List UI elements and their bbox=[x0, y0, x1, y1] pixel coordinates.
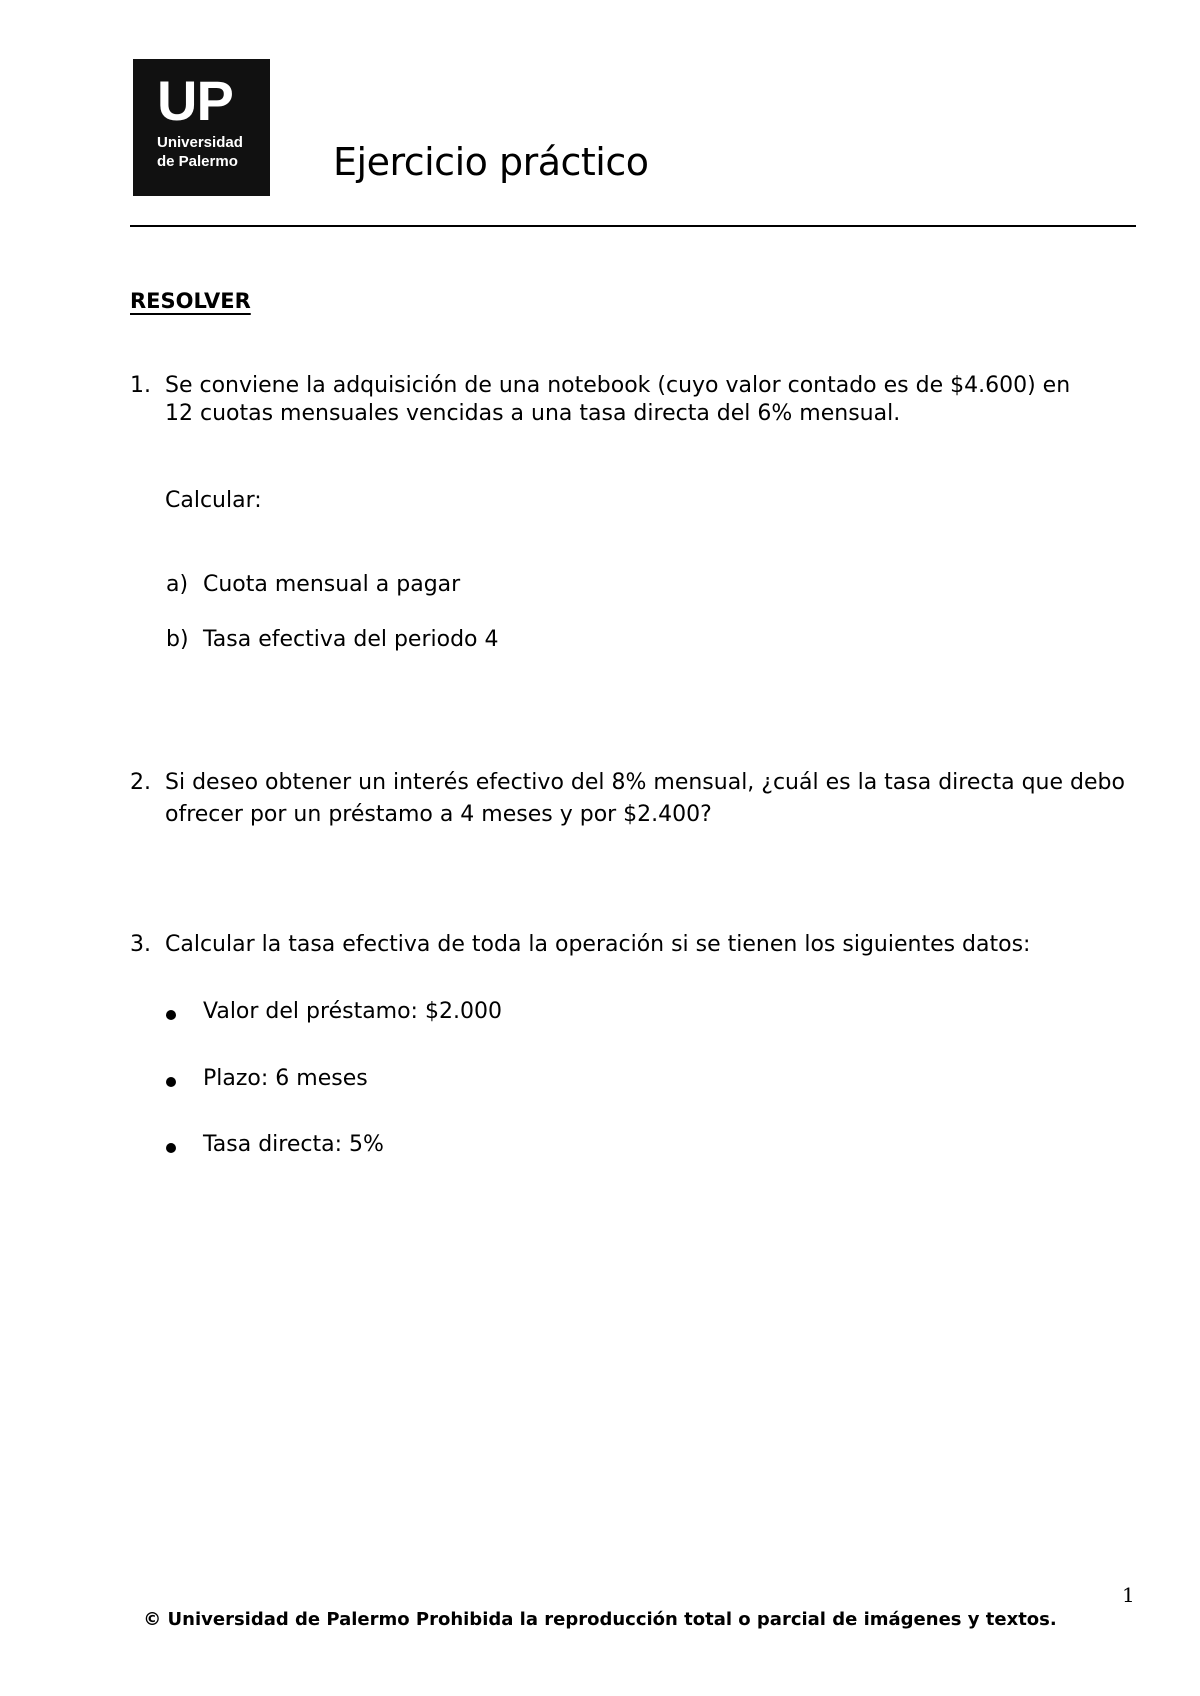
logo-mark: UP bbox=[157, 69, 233, 132]
exercise-number: 2. bbox=[130, 770, 151, 795]
sub-item-label: b) bbox=[166, 627, 189, 652]
bullet-item: Plazo: 6 meses bbox=[203, 1066, 368, 1091]
exercise-text-line: Si deseo obtener un interés efectivo del 8% mensual, ¿cuál es la tasa directa que debo bbox=[165, 770, 1125, 795]
exercise-text-line: Se conviene la adquisición de una notebook (cuyo valor contado es de $4.600) en bbox=[165, 373, 1071, 398]
logo-line-2: de Palermo bbox=[157, 153, 238, 170]
bullet-icon bbox=[166, 1077, 176, 1087]
bullet-icon bbox=[166, 1010, 176, 1020]
exercise-text-line: ofrecer por un préstamo a 4 meses y por $2.400? bbox=[165, 802, 712, 827]
exercise-number: 3. bbox=[130, 932, 151, 957]
section-heading: RESOLVER bbox=[130, 289, 251, 313]
exercise-number: 1. bbox=[130, 373, 151, 398]
header-divider bbox=[130, 225, 1136, 227]
document-title: Ejercicio práctico bbox=[333, 140, 649, 184]
copyright-footer: © Universidad de Palermo Prohibida la reproducción total o parcial de imágenes y textos. bbox=[143, 1609, 1057, 1630]
sub-item-text: Cuota mensual a pagar bbox=[203, 572, 461, 597]
exercise-prompt: Calcular: bbox=[165, 488, 262, 513]
exercise-text-line: Calcular la tasa efectiva de toda la operación si se tienen los siguientes datos: bbox=[165, 932, 1031, 957]
exercise-text-line: 12 cuotas mensuales vencidas a una tasa directa del 6% mensual. bbox=[165, 401, 901, 426]
bullet-item: Valor del préstamo: $2.000 bbox=[203, 999, 502, 1024]
bullet-icon bbox=[166, 1143, 176, 1153]
sub-item-label: a) bbox=[166, 572, 189, 597]
page-number: 1 bbox=[1122, 1583, 1135, 1607]
bullet-item: Tasa directa: 5% bbox=[203, 1132, 384, 1157]
university-logo bbox=[133, 59, 270, 196]
sub-item-text: Tasa efectiva del periodo 4 bbox=[203, 627, 499, 652]
logo-line-1: Universidad bbox=[157, 134, 243, 151]
